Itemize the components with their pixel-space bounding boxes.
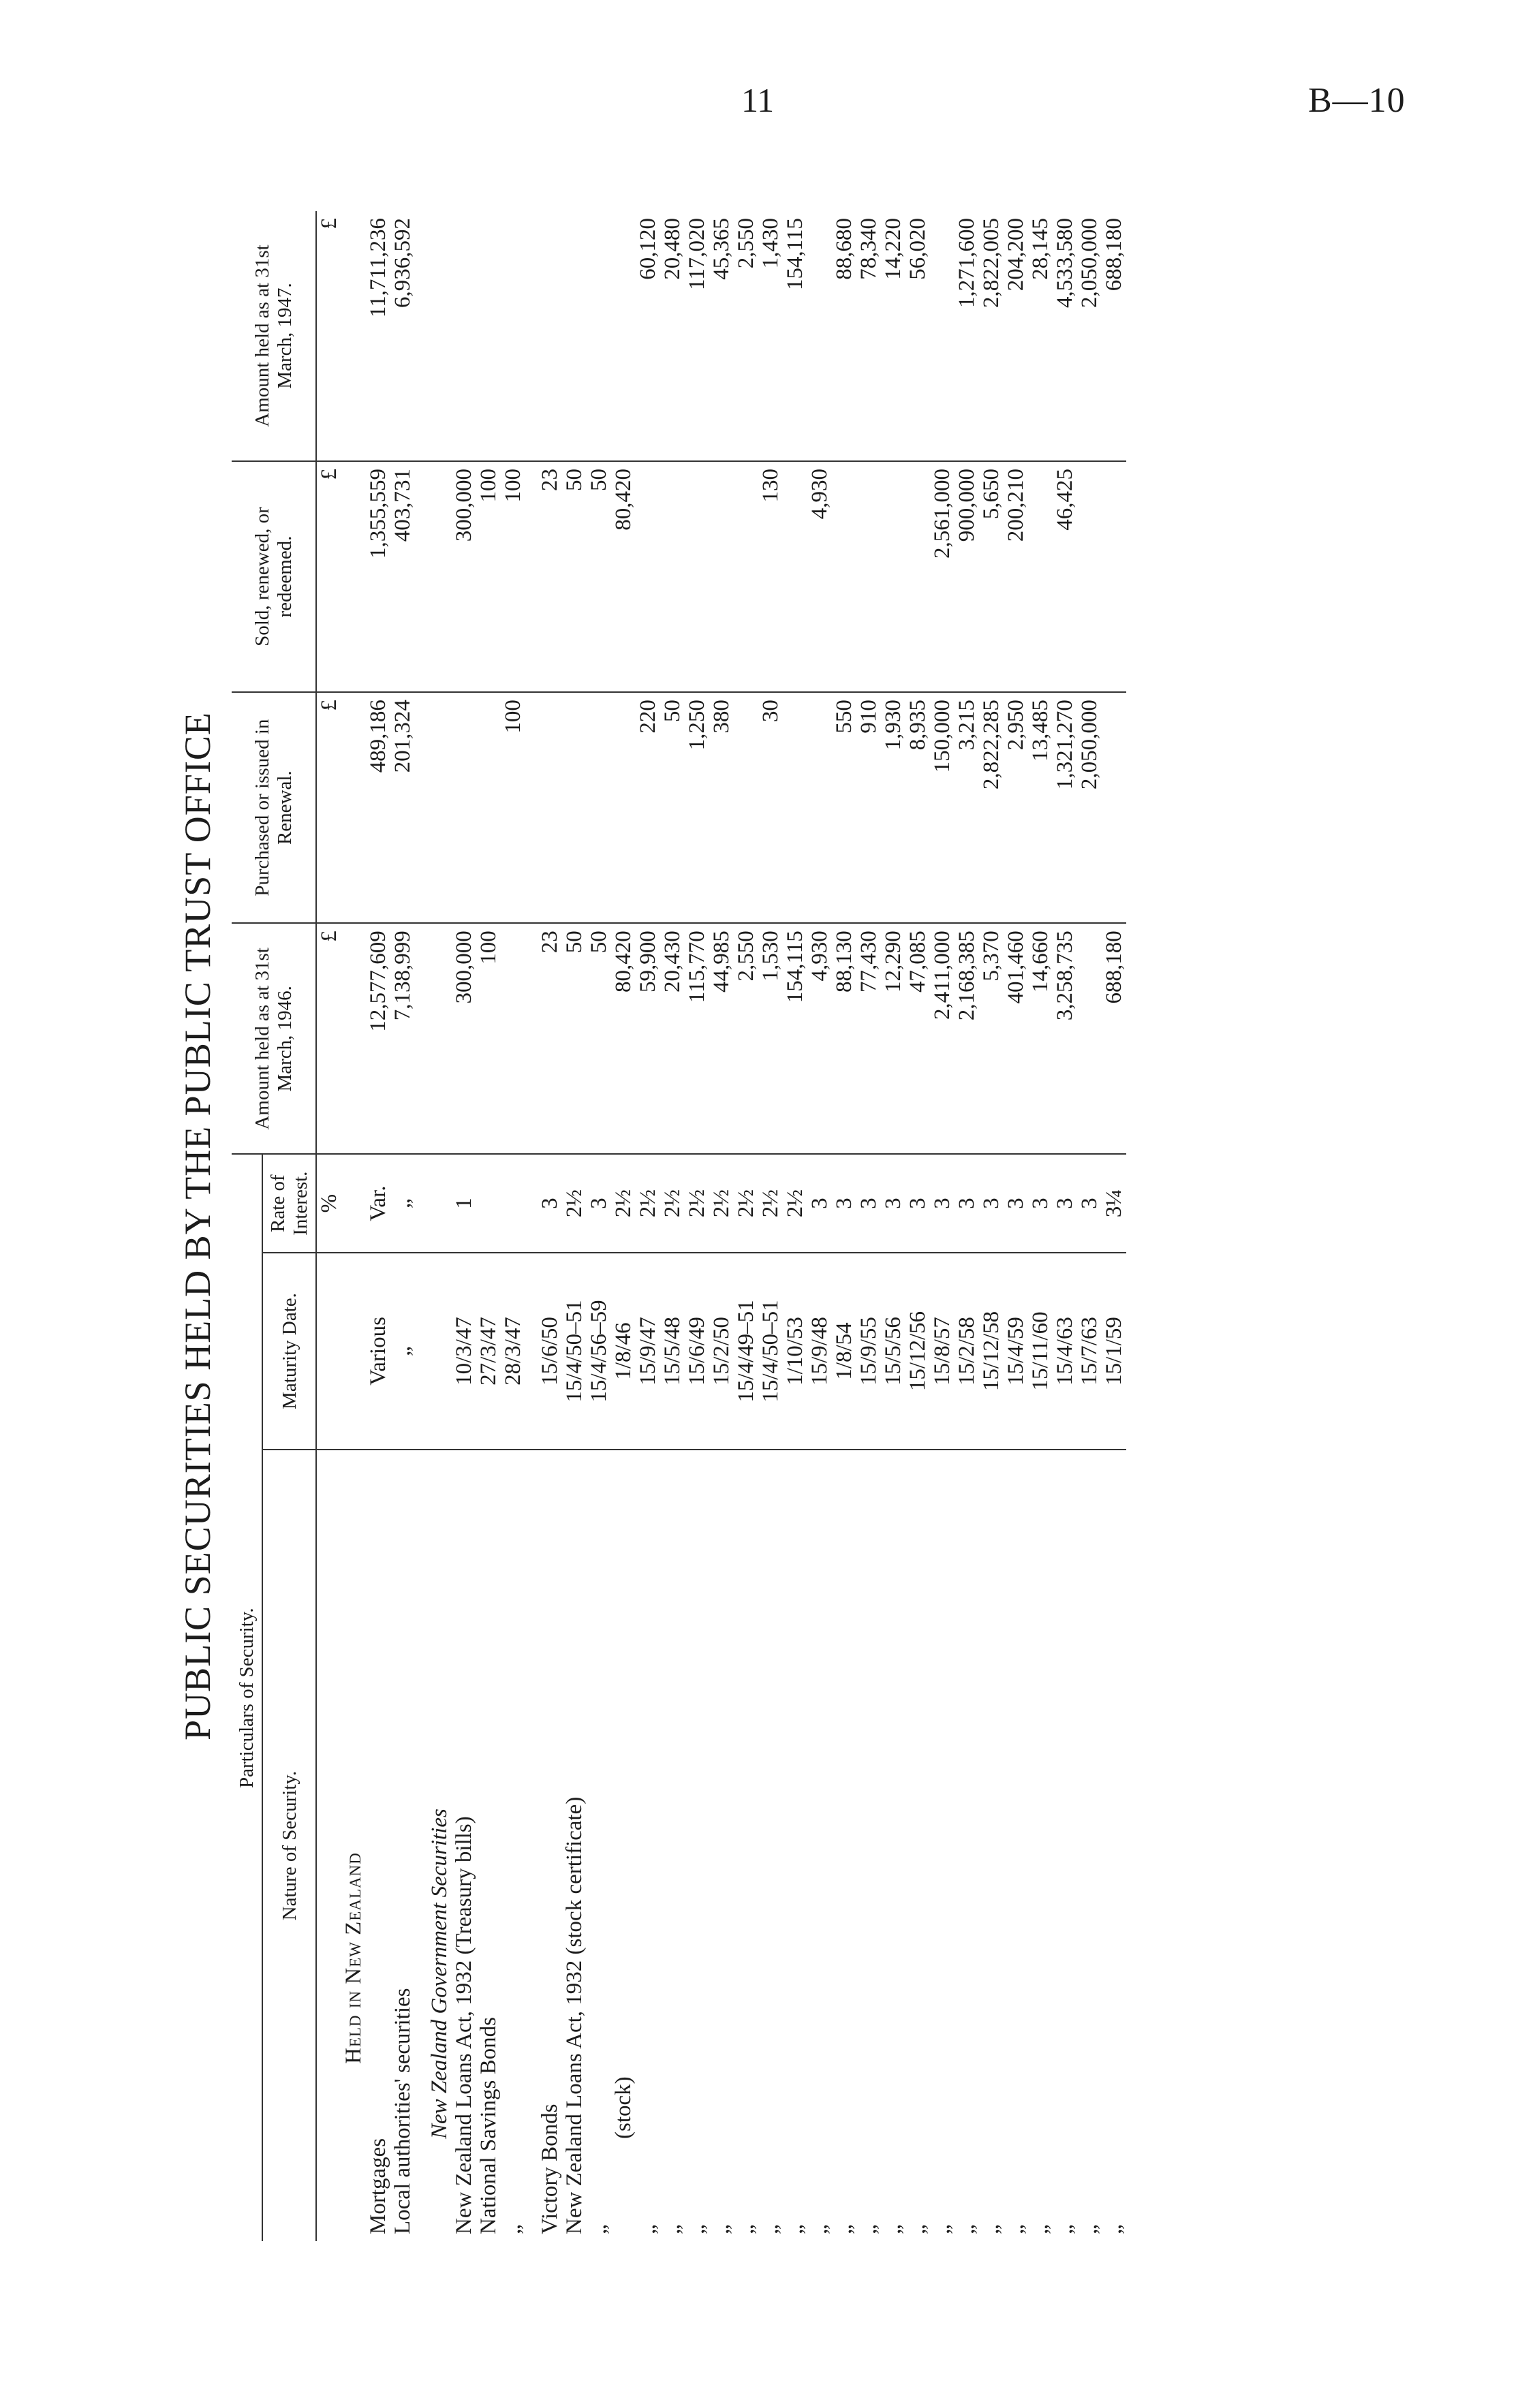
security-name-text: „ xyxy=(1102,2224,1127,2234)
held-1946-cell: 3,258,735 xyxy=(1053,923,1077,1154)
held-1946-cell: 80,420 xyxy=(611,923,636,1154)
held-1946-cell xyxy=(1077,923,1102,1154)
sold-cell: 23 xyxy=(538,461,562,692)
purchased-cell: 2,950 xyxy=(1004,692,1028,923)
table-row xyxy=(685,211,709,2241)
rate-cell: 3¼ xyxy=(1102,1154,1126,1253)
security-name xyxy=(636,1450,660,2241)
table-row xyxy=(930,211,955,2241)
security-name xyxy=(476,1450,501,2241)
table-row xyxy=(660,211,685,2241)
maturity-cell: 15/7/63 xyxy=(1077,1253,1102,1450)
purchased-cell: 8,935 xyxy=(905,692,930,923)
held-1946-cell: 100 xyxy=(476,923,501,1154)
sold-cell: 403,731 xyxy=(390,461,415,692)
held-1946-cell: 154,115 xyxy=(783,923,807,1154)
security-name xyxy=(758,1450,783,2241)
security-name-text: „ xyxy=(856,2224,882,2234)
held-1947-cell: 4,533,580 xyxy=(1053,211,1077,461)
maturity-cell: 15/12/56 xyxy=(905,1253,930,1450)
purchased-cell: 1,321,270 xyxy=(1053,692,1077,923)
section-heading-row xyxy=(341,211,366,2241)
purchased-cell: 2,050,000 xyxy=(1077,692,1102,923)
particulars-header: Particulars of Security. xyxy=(232,1154,262,2241)
purchased-cell xyxy=(1102,692,1126,923)
rate-cell: 3 xyxy=(1053,1154,1077,1253)
held-1947-cell: 204,200 xyxy=(1004,211,1028,461)
rate-cell: 2½ xyxy=(611,1154,636,1253)
sold-cell: 5,650 xyxy=(979,461,1004,692)
sold-cell xyxy=(881,461,905,692)
security-name-text: New Zealand Loans Act, 1932 (stock certificate) xyxy=(562,1796,587,2234)
security-name-text: „ xyxy=(832,2224,857,2234)
held-1947-cell: 14,220 xyxy=(881,211,905,461)
held-1947-unit: £ xyxy=(316,211,341,461)
maturity-cell: 15/4/59 xyxy=(1004,1253,1028,1450)
rate-cell: „ xyxy=(390,1154,415,1253)
rate-cell: 2½ xyxy=(734,1154,758,1253)
spacer-row xyxy=(415,211,427,2241)
rate-cell: 2½ xyxy=(562,1154,587,1253)
security-name xyxy=(390,1450,415,2241)
sold-cell: 900,000 xyxy=(955,461,979,692)
sold-cell xyxy=(783,461,807,692)
sold-cell: 100 xyxy=(501,461,525,692)
rate-cell: 3 xyxy=(1004,1154,1028,1253)
held-1947-cell: 2,550 xyxy=(734,211,758,461)
held-1947-cell xyxy=(807,211,832,461)
maturity-cell: 15/5/48 xyxy=(660,1253,685,1450)
purchased-cell: 1,930 xyxy=(881,692,905,923)
held-1947-cell xyxy=(452,211,476,461)
security-name-text: Mortgages xyxy=(366,2138,391,2234)
purchased-cell: 150,000 xyxy=(930,692,955,923)
maturity-cell: 1/8/54 xyxy=(832,1253,856,1450)
held-1947-cell xyxy=(611,211,636,461)
sold-unit: £ xyxy=(316,461,341,692)
security-name-text: „ xyxy=(709,2224,734,2234)
table-row xyxy=(955,211,979,2241)
held-1947-cell: 20,480 xyxy=(660,211,685,461)
sold-cell: 50 xyxy=(587,461,611,692)
security-name-text: New Zealand Loans Act, 1932 (Treasury bills) xyxy=(452,1816,477,2234)
maturity-cell: 27/3/47 xyxy=(476,1253,501,1450)
security-name xyxy=(930,1450,955,2241)
maturity-cell: 15/6/49 xyxy=(685,1253,709,1450)
security-name-text: „ xyxy=(636,2224,661,2234)
sold-cell: 4,930 xyxy=(807,461,832,692)
security-name xyxy=(905,1450,930,2241)
held-1947-cell: 78,340 xyxy=(856,211,881,461)
maturity-cell: 15/4/56–59 xyxy=(587,1253,611,1450)
security-name xyxy=(660,1450,685,2241)
held-1946-cell: 2,411,000 xyxy=(930,923,955,1154)
security-name-text: „ xyxy=(979,2224,1004,2234)
spacer-row xyxy=(525,211,538,2241)
maturity-cell: 15/2/50 xyxy=(709,1253,734,1450)
rate-cell: 3 xyxy=(979,1154,1004,1253)
sold-cell xyxy=(734,461,758,692)
sold-cell xyxy=(1102,461,1126,692)
held-1947-cell: 154,115 xyxy=(783,211,807,461)
purchased-cell xyxy=(452,692,476,923)
security-name-text: „ xyxy=(1004,2224,1029,2234)
rate-cell: 2½ xyxy=(709,1154,734,1253)
security-name xyxy=(1028,1450,1053,2241)
document-reference: B—10 xyxy=(1308,81,1406,120)
held-1947-cell: 2,822,005 xyxy=(979,211,1004,461)
table-row xyxy=(709,211,734,2241)
security-name xyxy=(979,1450,1004,2241)
section-heading: Held in New Zealand xyxy=(341,1852,367,2064)
held-1947-cell: 11,711,236 xyxy=(366,211,390,461)
held-1947-cell: 88,680 xyxy=(832,211,856,461)
security-name-text: „ xyxy=(807,2224,833,2234)
table-row xyxy=(1028,211,1053,2241)
table-row xyxy=(476,211,501,2241)
held-1947-cell xyxy=(562,211,587,461)
table-row xyxy=(856,211,881,2241)
rate-cell: 3 xyxy=(832,1154,856,1253)
table-row xyxy=(501,211,525,2241)
purchased-cell: 30 xyxy=(758,692,783,923)
rate-cell: 3 xyxy=(955,1154,979,1253)
maturity-cell: 15/9/47 xyxy=(636,1253,660,1450)
purchased-cell: 2,822,285 xyxy=(979,692,1004,923)
rate-cell: 2½ xyxy=(636,1154,660,1253)
held-1947-cell: 45,365 xyxy=(709,211,734,461)
table-row xyxy=(881,211,905,2241)
maturity-cell: 15/9/48 xyxy=(807,1253,832,1450)
table-row xyxy=(390,211,415,2241)
held-1946-cell: 2,168,385 xyxy=(955,923,979,1154)
security-name-text: „ xyxy=(1028,2224,1053,2234)
table-row xyxy=(538,211,562,2241)
maturity-cell: 1/10/53 xyxy=(783,1253,807,1450)
sold-cell xyxy=(856,461,881,692)
maturity-cell: 15/2/58 xyxy=(955,1253,979,1450)
security-name-text: „ xyxy=(660,2224,685,2234)
purchased-cell: 13,485 xyxy=(1028,692,1053,923)
held-1946-cell: 12,290 xyxy=(881,923,905,1154)
sold-cell: 100 xyxy=(476,461,501,692)
security-name xyxy=(1102,1450,1126,2241)
held-1946-cell: 401,460 xyxy=(1004,923,1028,1154)
held-1946-cell: 14,660 xyxy=(1028,923,1053,1154)
table-row xyxy=(611,211,636,2241)
security-name-text: Victory Bonds xyxy=(538,2104,563,2234)
table-row xyxy=(832,211,856,2241)
table-row xyxy=(758,211,783,2241)
held-1946-cell: 12,577,609 xyxy=(366,923,390,1154)
purchased-cell: 489,186 xyxy=(366,692,390,923)
sold-cell: 80,420 xyxy=(611,461,636,692)
security-name xyxy=(856,1450,881,2241)
held-1946-cell: 1,530 xyxy=(758,923,783,1154)
held-1946-cell: 7,138,999 xyxy=(390,923,415,1154)
purchased-cell: 1,250 xyxy=(685,692,709,923)
rate-cell: Var. xyxy=(366,1154,390,1253)
security-name-text: (stock) xyxy=(611,2076,636,2139)
security-name-text: „ xyxy=(783,2224,808,2234)
purchased-cell xyxy=(562,692,587,923)
table-row xyxy=(587,211,611,2241)
sold-cell: 2,561,000 xyxy=(930,461,955,692)
security-name xyxy=(611,1450,636,2241)
maturity-cell: 15/1/59 xyxy=(1102,1253,1126,1450)
rate-cell: 2½ xyxy=(685,1154,709,1253)
held-1946-cell: 2,550 xyxy=(734,923,758,1154)
maturity-header: Maturity Date. xyxy=(262,1253,316,1450)
sold-header: Sold, renewed, or redeemed. xyxy=(232,461,316,692)
security-name-text: „ xyxy=(685,2224,710,2234)
sold-cell: 200,210 xyxy=(1004,461,1028,692)
rate-cell: 3 xyxy=(881,1154,905,1253)
held-1947-cell xyxy=(501,211,525,461)
securities-table xyxy=(232,211,1126,2241)
sold-cell xyxy=(832,461,856,692)
held-1946-cell: 20,430 xyxy=(660,923,685,1154)
security-name xyxy=(562,1450,587,2241)
held-1947-cell: 2,050,000 xyxy=(1077,211,1102,461)
maturity-cell: 15/12/58 xyxy=(979,1253,1004,1450)
table-row xyxy=(562,211,587,2241)
rate-cell xyxy=(476,1154,501,1253)
purchased-cell xyxy=(476,692,501,923)
purchased-cell: 201,324 xyxy=(390,692,415,923)
purchased-cell xyxy=(538,692,562,923)
sold-cell xyxy=(1077,461,1102,692)
security-name xyxy=(709,1450,734,2241)
security-name-text: „ xyxy=(501,2224,526,2234)
held-1947-cell: 56,020 xyxy=(905,211,930,461)
rate-unit: % xyxy=(316,1154,341,1253)
sold-cell xyxy=(709,461,734,692)
rate-cell: 3 xyxy=(930,1154,955,1253)
rate-cell: 3 xyxy=(1077,1154,1102,1253)
held-1946-cell xyxy=(501,923,525,1154)
purchased-cell: 550 xyxy=(832,692,856,923)
security-name xyxy=(685,1450,709,2241)
sold-cell: 130 xyxy=(758,461,783,692)
maturity-cell: 15/5/56 xyxy=(881,1253,905,1450)
purchased-cell xyxy=(807,692,832,923)
security-name-text: Local authorities' securities xyxy=(390,1988,416,2234)
table-row xyxy=(905,211,930,2241)
rate-cell: 2½ xyxy=(758,1154,783,1253)
sub-heading: New Zealand Government Securities xyxy=(427,1809,452,2139)
sold-cell xyxy=(905,461,930,692)
held-1946-cell: 59,900 xyxy=(636,923,660,1154)
sub-heading-row xyxy=(427,211,452,2241)
table-row xyxy=(979,211,1004,2241)
security-name xyxy=(1053,1450,1077,2241)
security-name xyxy=(832,1450,856,2241)
maturity-cell: Various xyxy=(366,1253,390,1450)
sold-cell: 1,355,559 xyxy=(366,461,390,692)
held-1946-cell: 115,770 xyxy=(685,923,709,1154)
held-1947-cell: 6,936,592 xyxy=(390,211,415,461)
held-1947-cell: 117,020 xyxy=(685,211,709,461)
held-1946-cell: 23 xyxy=(538,923,562,1154)
security-name-text: „ xyxy=(758,2224,784,2234)
held-1946-cell: 5,370 xyxy=(979,923,1004,1154)
table-row xyxy=(1053,211,1077,2241)
sold-cell xyxy=(660,461,685,692)
security-name-text: National Savings Bonds xyxy=(476,2017,501,2234)
maturity-cell: 15/4/50–51 xyxy=(758,1253,783,1450)
purchased-cell: 100 xyxy=(501,692,525,923)
maturity-cell: „ xyxy=(390,1253,415,1450)
table-row xyxy=(807,211,832,2241)
rate-cell: 3 xyxy=(856,1154,881,1253)
held-1946-cell: 50 xyxy=(587,923,611,1154)
rotated-table-region xyxy=(164,211,1363,2241)
rate-cell: 3 xyxy=(538,1154,562,1253)
maturity-cell: 1/8/46 xyxy=(611,1253,636,1450)
purchased-cell xyxy=(734,692,758,923)
maturity-cell: 10/3/47 xyxy=(452,1253,476,1450)
purchased-unit: £ xyxy=(316,692,341,923)
sold-cell xyxy=(685,461,709,692)
held-1947-cell xyxy=(476,211,501,461)
maturity-cell: 15/4/63 xyxy=(1053,1253,1077,1450)
sold-cell: 46,425 xyxy=(1053,461,1077,692)
held-1947-cell: 60,120 xyxy=(636,211,660,461)
maturity-cell: 15/4/50–51 xyxy=(562,1253,587,1450)
table-row xyxy=(1077,211,1102,2241)
security-name xyxy=(783,1450,807,2241)
purchased-cell xyxy=(611,692,636,923)
table-row xyxy=(366,211,390,2241)
sold-cell: 50 xyxy=(562,461,587,692)
held-1947-cell: 28,145 xyxy=(1028,211,1053,461)
purchased-cell: 910 xyxy=(856,692,881,923)
held-1947-cell: 688,180 xyxy=(1102,211,1126,461)
held-1947-cell: 1,430 xyxy=(758,211,783,461)
held-1947-cell xyxy=(587,211,611,461)
table-title: PUBLIC SECURITIES HELD BY THE PUBLIC TRUST OFFICE xyxy=(177,712,218,1740)
rate-cell: 1 xyxy=(452,1154,476,1253)
security-name xyxy=(955,1450,979,2241)
purchased-header: Purchased or issued in Renewal. xyxy=(232,692,316,923)
table-row xyxy=(1004,211,1028,2241)
security-name xyxy=(587,1450,611,2241)
security-name xyxy=(734,1450,758,2241)
sold-cell xyxy=(636,461,660,692)
security-name-text: „ xyxy=(1053,2224,1078,2234)
held-1947-cell xyxy=(930,211,955,461)
nature-header: Nature of Security. xyxy=(262,1450,316,2241)
purchased-cell: 220 xyxy=(636,692,660,923)
table-row xyxy=(734,211,758,2241)
rate-cell: 2½ xyxy=(660,1154,685,1253)
rate-cell: 3 xyxy=(807,1154,832,1253)
table-body xyxy=(316,211,1126,2241)
table-row xyxy=(1102,211,1126,2241)
maturity-cell: 15/4/49–51 xyxy=(734,1253,758,1450)
held-1947-cell xyxy=(538,211,562,461)
held-1946-cell: 47,085 xyxy=(905,923,930,1154)
purchased-cell: 3,215 xyxy=(955,692,979,923)
rate-header: Rate of Interest. xyxy=(262,1154,316,1253)
maturity-cell: 28/3/47 xyxy=(501,1253,525,1450)
security-name xyxy=(538,1450,562,2241)
held-1946-header: Amount held as at 31st March, 1946. xyxy=(232,923,316,1154)
rate-cell xyxy=(501,1154,525,1253)
held-1946-cell: 50 xyxy=(562,923,587,1154)
security-name xyxy=(807,1450,832,2241)
table-row xyxy=(452,211,476,2241)
maturity-cell: 15/6/50 xyxy=(538,1253,562,1450)
page-number: 11 xyxy=(741,81,775,119)
security-name xyxy=(501,1450,525,2241)
maturity-cell: 15/8/57 xyxy=(930,1253,955,1450)
security-name-text: „ xyxy=(955,2224,980,2234)
held-1946-cell: 77,430 xyxy=(856,923,881,1154)
held-1947-cell: 1,271,600 xyxy=(955,211,979,461)
rate-cell: 3 xyxy=(905,1154,930,1253)
rate-cell: 3 xyxy=(1028,1154,1053,1253)
rate-cell: 3 xyxy=(587,1154,611,1253)
held-1946-cell: 4,930 xyxy=(807,923,832,1154)
security-name-text: „ xyxy=(1077,2224,1102,2234)
purchased-cell xyxy=(587,692,611,923)
sold-cell: 300,000 xyxy=(452,461,476,692)
security-name xyxy=(1004,1450,1028,2241)
table-row xyxy=(783,211,807,2241)
purchased-cell: 380 xyxy=(709,692,734,923)
held-1946-cell: 44,985 xyxy=(709,923,734,1154)
held-1946-cell: 688,180 xyxy=(1102,923,1126,1154)
security-name-text: „ xyxy=(930,2224,955,2234)
held-1946-unit: £ xyxy=(316,923,341,1154)
security-name xyxy=(366,1450,390,2241)
held-1946-cell: 88,130 xyxy=(832,923,856,1154)
security-name xyxy=(881,1450,905,2241)
held-1947-header: Amount held as at 31st March, 1947. xyxy=(232,211,316,461)
purchased-cell: 50 xyxy=(660,692,685,923)
security-name xyxy=(1077,1450,1102,2241)
maturity-cell: 15/11/60 xyxy=(1028,1253,1053,1450)
security-name xyxy=(452,1450,476,2241)
sold-cell xyxy=(1028,461,1053,692)
rate-cell: 2½ xyxy=(783,1154,807,1253)
units-row xyxy=(316,211,341,2241)
security-name-text: „ xyxy=(905,2224,931,2234)
maturity-cell: 15/9/55 xyxy=(856,1253,881,1450)
held-1946-cell: 300,000 xyxy=(452,923,476,1154)
security-name-text: „ xyxy=(881,2224,906,2234)
purchased-cell xyxy=(783,692,807,923)
table-row xyxy=(636,211,660,2241)
security-name-text: „ xyxy=(734,2224,759,2234)
security-name-text: „ xyxy=(587,2224,612,2234)
